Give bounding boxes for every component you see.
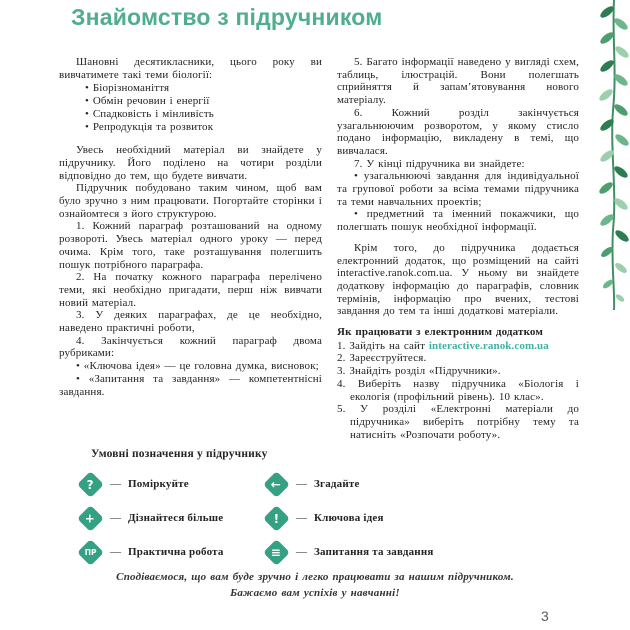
legend-dash: — — [110, 512, 121, 524]
text-columns — [59, 56, 579, 441]
legend-item-pomirkuite — [78, 471, 264, 497]
intro-paragraph: Шановні десятикласники, цього року ви вивчатимете такі теми біології: — [59, 56, 322, 81]
legend-label: Практична робота — [128, 546, 224, 558]
howto-step — [337, 340, 579, 353]
step-number: 4. — [337, 377, 346, 390]
step-text: Зайдіть на сайт — [349, 339, 426, 352]
question-icon: ? — [77, 471, 104, 498]
topic-item: • Репродукція та розвиток — [85, 121, 322, 134]
step-text: У розділі «Електронні матеріали до підручника» виберіть потрібну тему та натисніть «Розпочати роботу». — [350, 403, 579, 441]
topics-list — [59, 82, 322, 133]
howto-step — [337, 365, 579, 378]
right-column — [337, 56, 579, 441]
body-paragraph: 7. У кінці підручника ви знайдете: — [354, 157, 525, 170]
legend-item-praktychna-robota — [78, 539, 264, 565]
legend-section — [78, 448, 498, 565]
legend-dash: — — [296, 478, 307, 490]
footer-line: Сподіваємося, що вам буде зручно і легко працювати за нашим підручником. — [116, 571, 514, 583]
body-paragraph: Підручник побудовано таким чином, щоб вам було зручно з ним працювати. Погортайте сторінки і ознайомтеся з його структурою. — [59, 182, 322, 220]
step-number: 2. — [337, 352, 346, 365]
howto-heading: Як працювати з електронним додатком — [337, 326, 543, 339]
legend-dash: — — [296, 512, 307, 524]
body-bullet: • предметний та іменний покажчики, що полегшать пошук необхідної інформації. — [337, 208, 579, 234]
footer-wishes — [0, 570, 630, 601]
legend-label: Дізнайтеся більше — [128, 512, 224, 524]
step-text: Знайдіть розділ «Підручники». — [349, 365, 501, 378]
page-title: Знайомство з підручником — [71, 4, 383, 30]
topic-item: • Спадковість і мінливість — [85, 108, 322, 121]
step-number: 3. — [337, 365, 346, 378]
legend-label: Ключова ідея — [314, 512, 384, 524]
footer-line: Бажаємо вам успіхів у навчанні! — [230, 586, 400, 599]
page-number: 3 — [541, 608, 549, 624]
legend-item-zgadaite — [264, 471, 484, 497]
body-paragraph: Увесь необхідний матеріал ви знайдете у підручнику. Його поділено на чотири розділи відповідно до тем, що будете вивчати. — [59, 144, 322, 182]
step-number: 5. — [337, 403, 346, 416]
rubric-bullet: • «Ключова ідея» — це головна думка, висновок; — [76, 360, 319, 373]
step-number: 1. — [337, 339, 346, 352]
list-icon: ≡ — [263, 539, 290, 566]
topic-item: • Обмін речовин і енергії — [85, 95, 322, 108]
supplement-text-post: У ньому ви знайдете додаткову інформацію до параграфів, словник термінів, інформацію про вчених, тестові завдання до тем та інші додаткові матеріали. — [337, 267, 579, 318]
legend-heading: Умовні позначення у підручнику — [91, 448, 268, 460]
body-paragraph: 1. Кожний параграф розташований на одному розвороті. Увесь матеріал одного уроку — перед очима. Крім того, таке розташування полегшить пошук потрібного параграфа. — [59, 220, 322, 271]
howto-step — [337, 352, 579, 365]
supplement-site-text: interactive.ranok.com.ua. — [337, 267, 453, 280]
leaf-decoration — [599, 0, 629, 312]
legend-item-zapytannia — [264, 539, 484, 565]
body-paragraph: 6. Кожний розділ закінчується узагальнюючим розворотом, у якому стисло подано інформацію, викладену в темі, що вивчалася. — [337, 106, 579, 157]
legend-item-kliuchova-ideia — [264, 505, 484, 531]
arrow-left-icon: ← — [263, 471, 290, 498]
legend-label: Згадайте — [314, 478, 360, 490]
topic-item: • Біорізноманіття — [85, 82, 322, 95]
body-paragraph: 2. На початку кожного параграфа перелічено теми, які необхідно пригадати, перш ніж вивчати новий матеріал. — [59, 271, 322, 309]
supplement-text-pre: Крім того, до підручника додається електронний додаток, що розміщений на сайті — [337, 241, 579, 267]
plus-icon: + — [77, 505, 104, 532]
legend-dash: — — [110, 478, 121, 490]
legend-label: Поміркуйте — [128, 478, 189, 490]
legend-item-diznaitesia — [78, 505, 264, 531]
practical-work-icon: ПР — [77, 539, 104, 566]
howto-step — [337, 378, 579, 403]
body-paragraph: 4. Закінчується кожний параграф двома рубриками: — [59, 334, 322, 360]
site-link: interactive.ranok.com.ua — [428, 339, 549, 352]
legend-dash: — — [110, 546, 121, 558]
legend-label: Запитання та завдання — [314, 546, 434, 558]
body-paragraph: 3. У деяких параграфах, де це необхідно, наведено практичні роботи, — [59, 309, 322, 335]
rubric-bullet: • «Запитання та завдання» — компетентнісні завдання. — [59, 372, 322, 398]
step-text: Зареєструйтеся. — [349, 352, 427, 365]
electronic-supplement-paragraph — [337, 242, 579, 318]
body-paragraph: 5. Багато інформації наведено у вигляді схем, таблиць, ілюстрацій. Вони полегшать сприйняття й запам’ятовування нового матеріалу. — [337, 56, 579, 107]
exclamation-icon: ! — [263, 505, 290, 532]
step-text: Виберіть назву підручника «Біологія і екологія (профільний рівень). 10 клас». — [350, 377, 579, 403]
left-column — [59, 56, 322, 441]
body-bullet: • узагальнюючі завдання для індивідуальної та групової роботи за всіма темами підручника та теми навчальних проектів; — [337, 170, 579, 208]
legend-grid — [78, 471, 498, 565]
legend-dash: — — [296, 546, 307, 558]
howto-step — [337, 403, 579, 441]
